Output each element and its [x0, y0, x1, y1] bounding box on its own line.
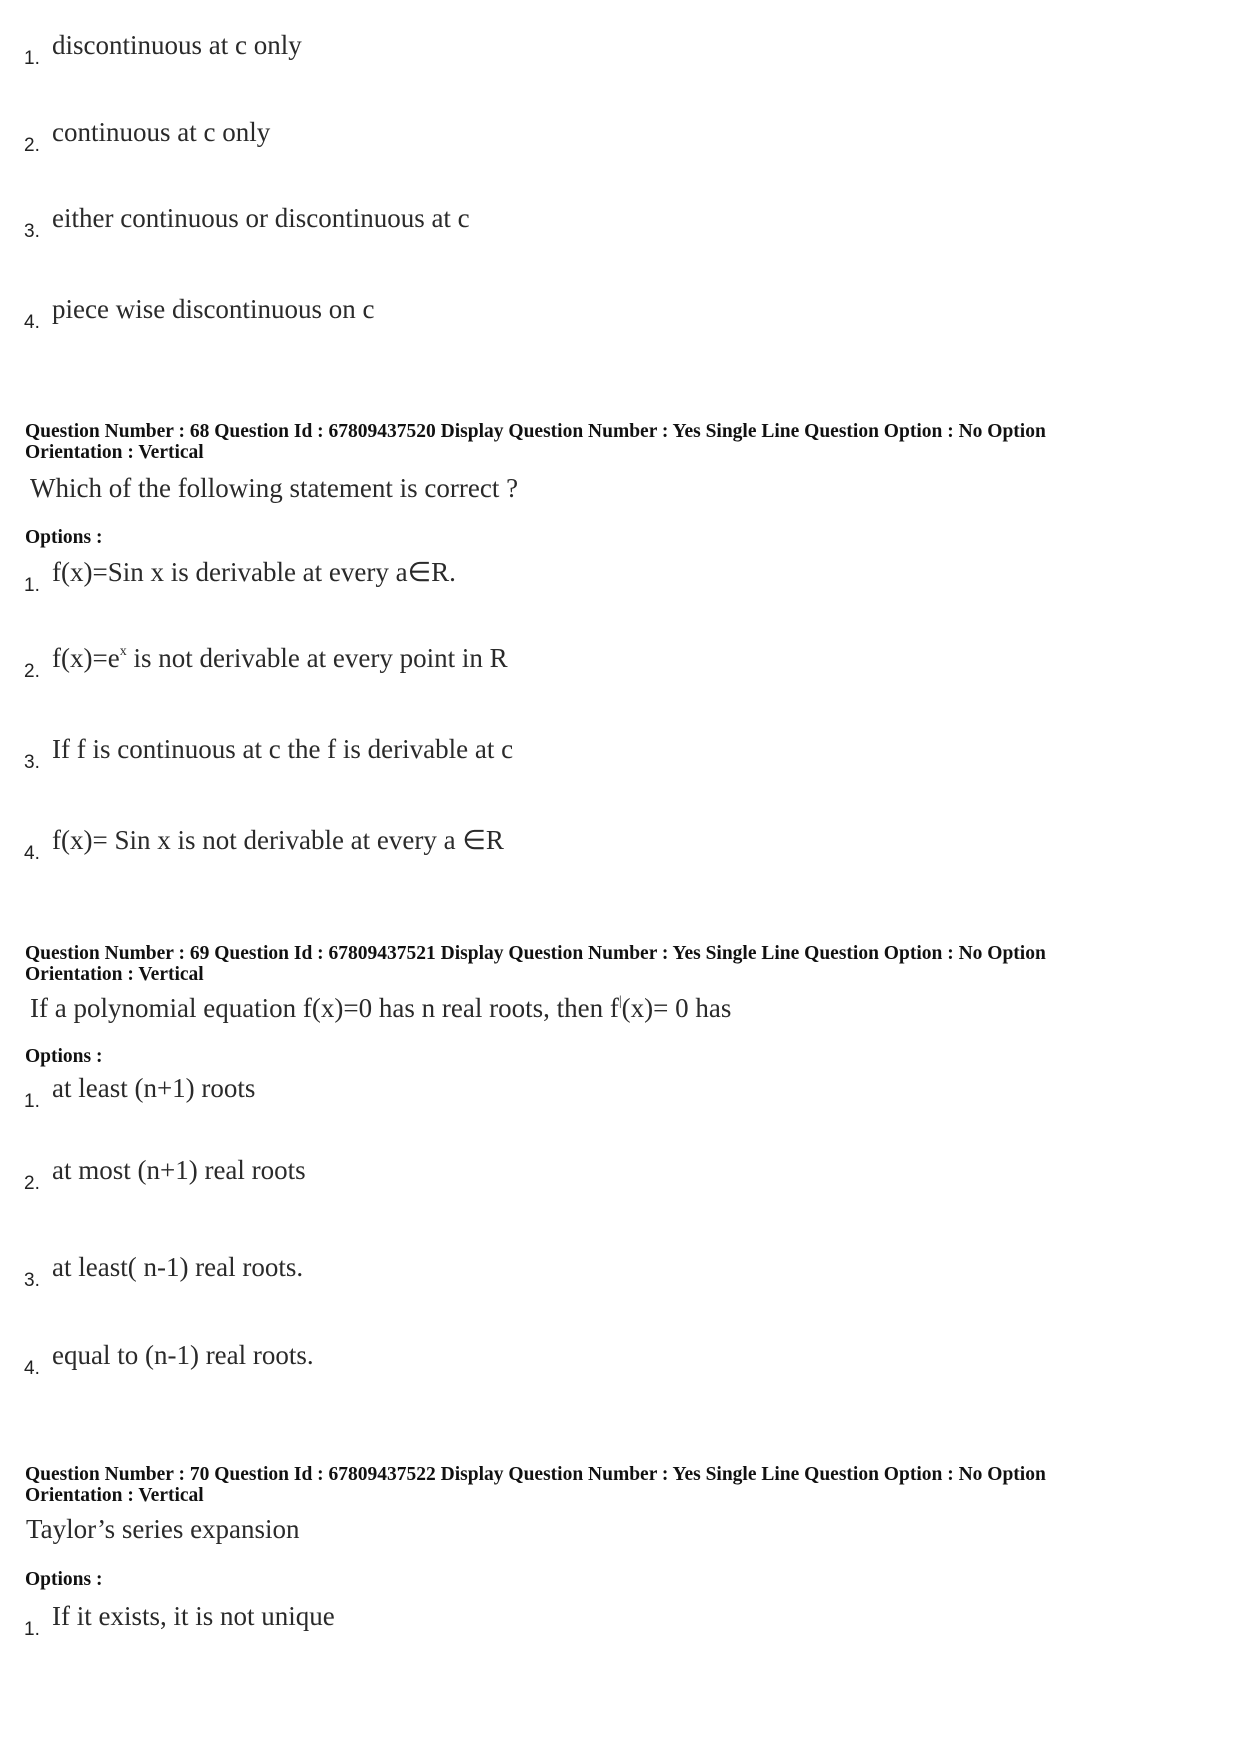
options-label: Options : [25, 1046, 103, 1067]
question-meta-line: Question Number : 70 Question Id : 67809437522 Display Question Number : Yes Single Line Question Option : No Option [25, 1464, 1046, 1485]
option-text: f(x)=Sin x is derivable at every a∈R. [52, 557, 456, 587]
option-text: either continuous or discontinuous at c [52, 203, 470, 233]
option-text: discontinuous at c only [52, 30, 302, 60]
question-text: Which of the following statement is correct ? [30, 473, 519, 503]
option-number: 3. [24, 752, 40, 773]
question-text [30, 993, 731, 1024]
question-meta [25, 943, 1205, 985]
options-label: Options : [25, 527, 103, 548]
question-text-part: If a polynomial equation f(x)=0 has n real roots, then f [30, 993, 619, 1023]
option-number: 1. [24, 575, 40, 596]
option-text: at most (n+1) real roots [52, 1155, 306, 1185]
question-meta-line: Orientation : Vertical [25, 1485, 204, 1506]
option-text: at least( n-1) real roots. [52, 1252, 304, 1282]
question-meta-line: Question Number : 69 Question Id : 67809437521 Display Question Number : Yes Single Line Question Option : No Option [25, 943, 1046, 964]
option-text: If f is continuous at c the f is derivable at c [52, 734, 514, 764]
option-text: at least (n+1) roots [52, 1073, 256, 1103]
option-number: 2. [24, 661, 40, 682]
option-number: 1. [24, 48, 40, 69]
option-text-part: f(x)=e [52, 643, 120, 673]
option-text: continuous at c only [52, 117, 271, 147]
option-number: 3. [24, 1270, 40, 1291]
option-number: 1. [24, 1091, 40, 1112]
option-number: 1. [24, 1619, 40, 1640]
option-number: 2. [24, 1173, 40, 1194]
superscript: x [119, 644, 127, 659]
option-number: 4. [24, 1358, 40, 1379]
question-text-part: (x)= 0 has [621, 993, 732, 1023]
option-text: equal to (n-1) real roots. [52, 1340, 314, 1370]
option-number: 4. [24, 312, 40, 333]
question-meta [25, 1464, 1205, 1506]
option-text-part: is not derivable at every point in R [126, 643, 508, 673]
superscript: | [618, 994, 622, 1009]
option-text: If it exists, it is not unique [52, 1601, 335, 1631]
option-number: 2. [24, 135, 40, 156]
option-text: piece wise discontinuous on c [52, 294, 375, 324]
option-text [52, 643, 508, 674]
question-meta-line: Question Number : 68 Question Id : 67809437520 Display Question Number : Yes Single Line Question Option : No Option [25, 421, 1046, 442]
option-text: f(x)= Sin x is not derivable at every a ∈R [52, 825, 504, 855]
option-number: 4. [24, 843, 40, 864]
question-text: Taylor’s series expansion [26, 1514, 300, 1544]
question-meta [25, 421, 1205, 463]
options-label: Options : [25, 1569, 103, 1590]
option-number: 3. [24, 221, 40, 242]
question-meta-line: Orientation : Vertical [25, 964, 204, 985]
question-meta-line: Orientation : Vertical [25, 442, 204, 463]
